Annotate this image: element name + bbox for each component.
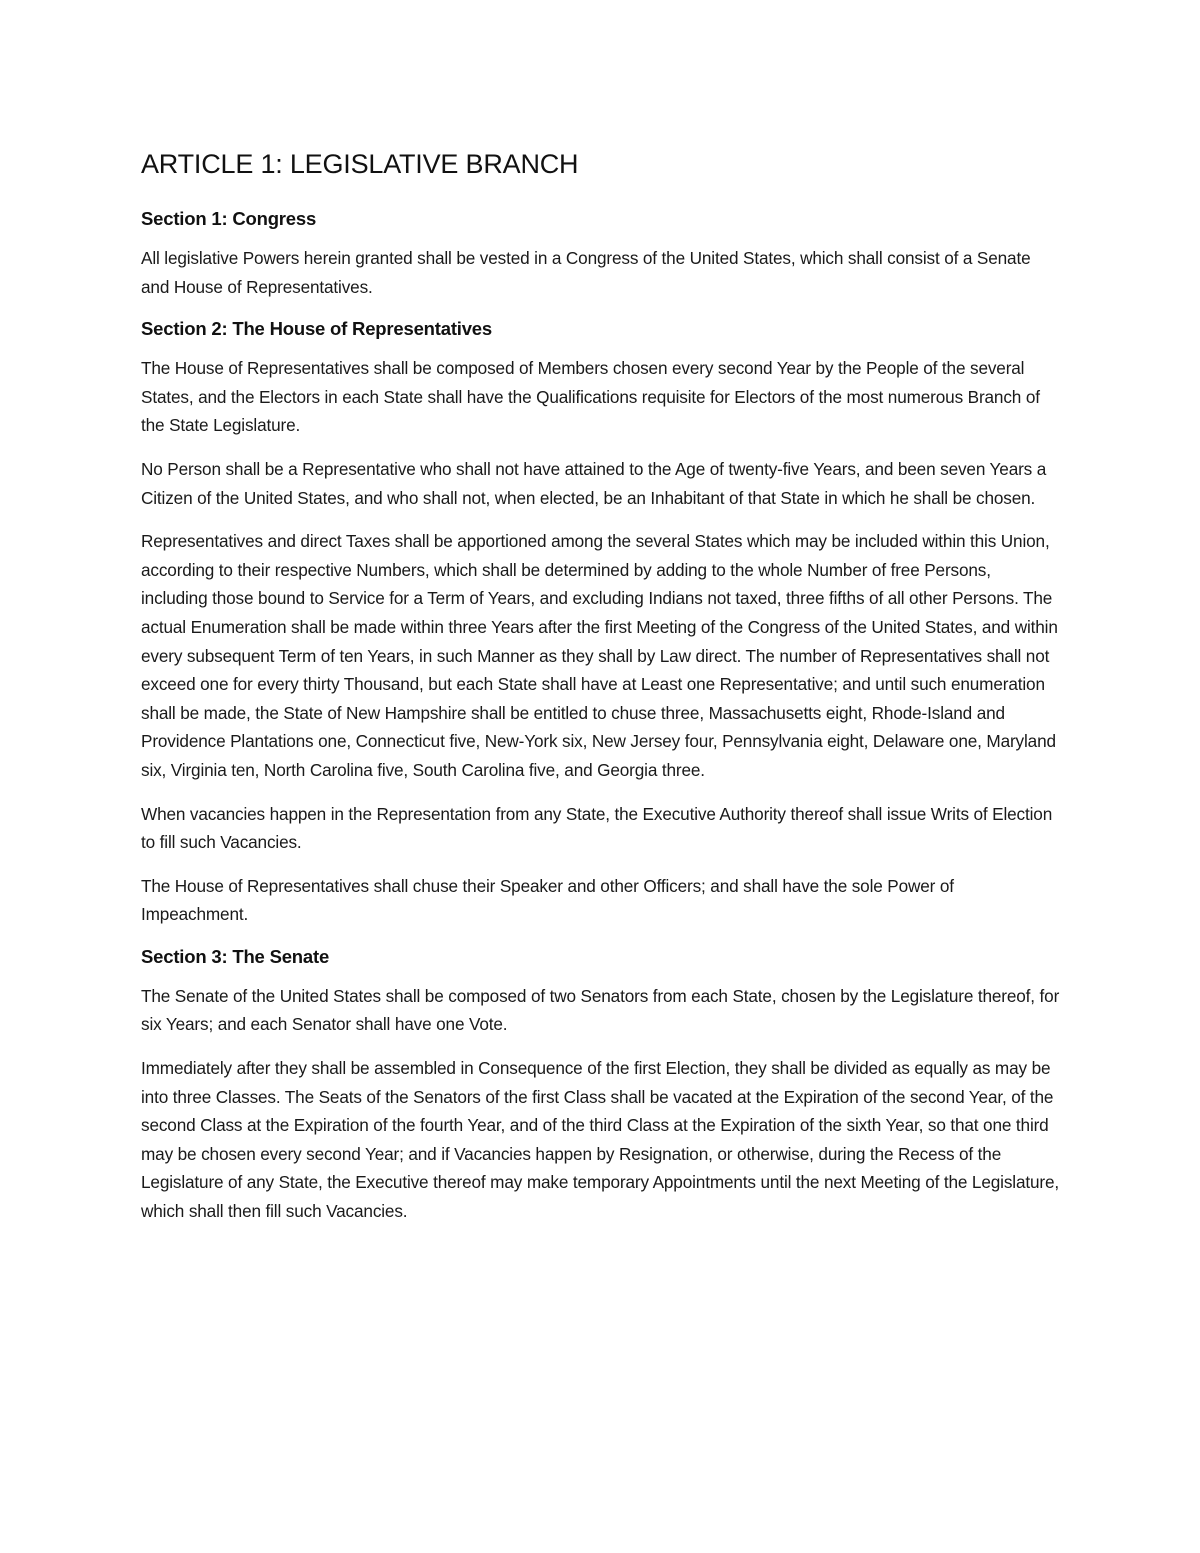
- paragraph: The Senate of the United States shall be composed of two Senators from each State, chosen by the Legislature thereof, for six Years; and each Senator shall have one Vote.: [141, 985, 1060, 1035]
- section-congress: [141, 206, 1061, 301]
- paragraph: When vacancies happen in the Representation from any State, the Executive Authority thereof shall issue Writs of Election to fill such Vacancies.: [141, 803, 1053, 853]
- paragraph: The House of Representatives shall chuse their Speaker and other Officers; and shall have the sole Power of Impeachment.: [141, 875, 954, 925]
- section-house-of-representatives: [141, 316, 1061, 929]
- section-senate: [141, 944, 1061, 1226]
- document-body: [141, 146, 1061, 1241]
- paragraph: No Person shall be a Representative who shall not have attained to the Age of twenty-five Years, and been seven Years a Citizen of the United States, and who shall not, when elected, be an Inhabitant of that State in which he shall be chosen.: [141, 458, 1047, 508]
- paragraph: Immediately after they shall be assembled in Consequence of the first Election, they shall be divided as equally as may be into three Classes. The Seats of the Senators of the first Class shall be vacated at the Expiration of the second Year, of the second Class at the Expiration of the fourth Year, and of the third Class at the Expiration of the sixth Year, so that one third may be chosen every second Year; and if Vacancies happen by Resignation, or otherwise, during the Recess of the Legislature of any State, the Executive thereof may make temporary Appointments until the next Meeting of the Legislature, which shall then fill such Vacancies.: [141, 1058, 1059, 1222]
- paragraph: Representatives and direct Taxes shall be apportioned among the several States which may be included within this Union, according to their respective Numbers, which shall be determined by adding to the whole Number of free Persons, including those bound to Service for a Term of Years, and excluding Indians not taxed, three fifths of all other Persons. The actual Enumeration shall be made within three Years after the first Meeting of the Congress of the United States, and within every subsequent Term of ten Years, in such Manner as they shall by Law direct. The number of Representatives shall not exceed one for every thirty Thousand, but each State shall have at Least one Representative; and until such enumeration shall be made, the State of New Hampshire shall be entitled to chuse three, Massachusetts eight, Rhode-Island and Providence Plantations one, Connecticut five, New-York six, New Jersey four, Pennsylvania eight, Delaware one, Maryland six, Virginia ten, North Carolina five, South Carolina five, and Georgia three.: [141, 531, 1058, 780]
- section-heading: Section 3: The Senate: [141, 945, 330, 967]
- section-heading: Section 1: Congress: [141, 208, 317, 229]
- paragraph: The House of Representatives shall be composed of Members chosen every second Year by the People of the several States, and the Electors in each State shall have the Qualifications requisite for Electors of the most numerous Branch of the State Legislature.: [141, 358, 1040, 436]
- paragraph: All legislative Powers herein granted shall be vested in a Congress of the United States, which shall consist of a Senate and House of Representatives.: [141, 248, 1031, 297]
- section-heading: Section 2: The House of Representatives: [141, 318, 492, 340]
- article-title: ARTICLE 1: LEGISLATIVE BRANCH: [141, 149, 579, 179]
